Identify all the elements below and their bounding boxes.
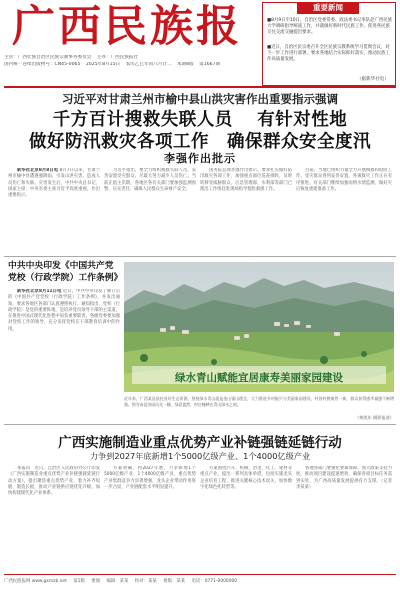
article-text: 8月7日以来，甘肃兰州市榆中县遭遇强降雨，引发山洪灾害，造成人员伤亡和失联。灾害发生后，中共中央总书记、国家主席、中央军委主席习近平高度重视，作出重要指示。 xyxy=(8,168,100,199)
headline-main-line-1[interactable]: 千方百计搜救失联人员 有针对性地 xyxy=(52,110,348,130)
footer-item: 电话：0771-0000000 xyxy=(191,579,238,584)
footer-item: 第1版 xyxy=(73,579,85,584)
meta-item: 本期8版 xyxy=(176,62,194,67)
article-text: 本报讯 近日，自治区人民政府办公厅印发《广西实施制造业重点优势产业补链强链延链行动方案》，提出聚焦重点优势产业，着力补齐短板、锻造长板，推动产业链供应链优化升级，加快构建现代化产业体系。 xyxy=(8,466,100,497)
bottom-story-column xyxy=(8,466,100,570)
dateline: 新华社北京8月8日电 xyxy=(17,168,59,173)
important-news-box xyxy=(262,2,396,86)
meta-item: 2025年8月15日 xyxy=(85,62,121,67)
footer-item: 校对：某某 xyxy=(134,579,157,584)
photo-credit: （黄凯年 摄影报道） xyxy=(354,415,394,420)
bottom-story-column xyxy=(296,466,392,570)
masthead xyxy=(4,2,256,52)
photo-headline-wrapper xyxy=(124,366,394,385)
masthead-rule xyxy=(4,86,396,88)
footer-website[interactable]: 广西民族报网 www.gxmzb.net xyxy=(4,579,67,584)
left-story-body xyxy=(8,289,120,417)
bottom-story-subtitle: 力争到2027年底新增1个5000亿级产业、1个4000亿级产业 xyxy=(89,451,311,461)
meta-line-1 xyxy=(4,55,254,62)
photo-headline[interactable]: 绿水青山赋能宜居康寿美丽家园建设 xyxy=(175,372,343,384)
footer-item: 排版：某某 xyxy=(163,579,186,584)
headline-kicker[interactable]: 习近平对甘肃兰州市榆中县山洪灾害作出重要指示强调 xyxy=(62,92,338,106)
newspaper-title: 广西民族报 xyxy=(12,2,242,52)
left-story-title[interactable]: 中共中央印发《中国共产党党校（行政学院）工作条例》 xyxy=(8,261,123,283)
article-text: 国务院总理李强作出批示，要求扎实做好防汛救灾各项工作，加强重点部位巡查排险，及时转移受威胁群众。应急管理部、水利部等部门已派出工作组赶赴现场指导抢险救援工作。 xyxy=(200,168,292,192)
meta-item: 国内统一连续出版物号：CN45-0065 xyxy=(4,62,81,67)
news-box-item[interactable]: ■近日，自治区民宗委召开全区民族宗教系统学习贯彻会议，对下一步工作进行部署，要求各地结合实际抓好落实，推动民族工作高质量发展。 xyxy=(267,45,390,62)
section-divider xyxy=(4,424,396,425)
article-text: 习近平指出，要全力组织搜救失联人员，妥善安置受灾群众，尽最大努力减少人员伤亡。当前正值主汛期，各地区各有关部门要加强监测预警，压实责任，确保人民群众生命财产安全。 xyxy=(104,168,196,192)
lead-article-column xyxy=(8,168,100,252)
footer-item: 要闻 xyxy=(91,579,101,584)
dateline: 新华社北京8月11日电 xyxy=(17,289,62,294)
headline-subtitle: 李强作出批示 xyxy=(164,152,236,165)
photo-caption: 近年来，广西某县依托良好生态资源，坚持绿水青山就是金山银山理念，大力推进乡村振兴与美丽家园建设，村容村貌焕然一新，群众获得感幸福感不断增强。图为该县田园风光一隅，绿意盎然，村庄掩映在青山绿水之间。 xyxy=(124,396,394,407)
page-footer xyxy=(4,574,396,588)
meta-item: 第1667期 xyxy=(199,62,221,67)
article-text: 方案围绕汽车、机械、冶金、化工、建材等重点产业，提出一系列具体举措，包括实施龙头企业培育工程、推进关键核心技术攻关、加快数字化绿色化转型等。 xyxy=(200,466,292,490)
meta-line-2 xyxy=(4,62,254,69)
news-box-source: （据新华社电） xyxy=(356,77,389,82)
bottom-story-column xyxy=(104,466,196,570)
bottom-story-column xyxy=(200,466,292,570)
lead-article-column xyxy=(104,168,196,252)
lead-article-column xyxy=(296,168,392,252)
bottom-story-title[interactable]: 广西实施制造业重点优势产业补链强链延链行动 xyxy=(58,435,342,451)
headline-main-line-2[interactable]: 做好防汛救灾各项工作 确保群众安全度汛 xyxy=(29,132,371,152)
meta-item: 农历乙巳年闰六月廿二 xyxy=(125,62,172,67)
article-text: 各地各部门要强化要素保障，加大政策支持力度，推动项目建设提速增效，确保各项目标任务落到实处，为广西高质量发展提供有力支撑。（记者 李某某） xyxy=(296,466,392,490)
news-box-item[interactable]: ■8月9日至10日，自治区党委常委、政法委书记率队赴广西民族大学调研指导统战工作，并就做好新时代民族工作、促进各民族交往交流交融提出要求。 xyxy=(267,18,393,35)
footer-item: 编辑：某某 xyxy=(106,579,129,584)
lead-article-column xyxy=(200,168,292,252)
meta-item: 主办：广西民族报社 xyxy=(96,55,139,60)
publication-meta xyxy=(4,55,254,69)
article-text: 方案明确，到2027年底，力争新增1个5000亿级产业、1个4000亿级产业，重点优势产业集群竞争力显著增强，龙头企业带动作用进一步凸显，产业链配套水平明显提升。 xyxy=(104,466,196,490)
news-box-header: 重要新闻 xyxy=(297,2,359,14)
section-divider xyxy=(4,256,396,257)
article-text: 目前，当地已组织力量全力开展搜救和抢险工作，受灾群众得到妥善安置，各项救灾工作正在有序推进。有关部门继续加强雨情水情监测，做好灾后恢复重建准备工作。 xyxy=(296,168,392,192)
meta-item: 主管：广西壮族自治区民族宗教事务委员会 xyxy=(4,55,92,60)
article-text: 近日，中共中央印发了修订后的《中国共产党党校（行政学院）工作条例》，并发出通知，要求各地区各部门认真遵照执行。通知指出，党校（行政学院）是党的重要阵地，是培养党员领导干部的主渠道，在推进中国式现代化进程中肩负重要职责。各级党委要加强对党校工作的领导，充分发挥党校在干部教育培训中的作用。 xyxy=(8,289,120,332)
